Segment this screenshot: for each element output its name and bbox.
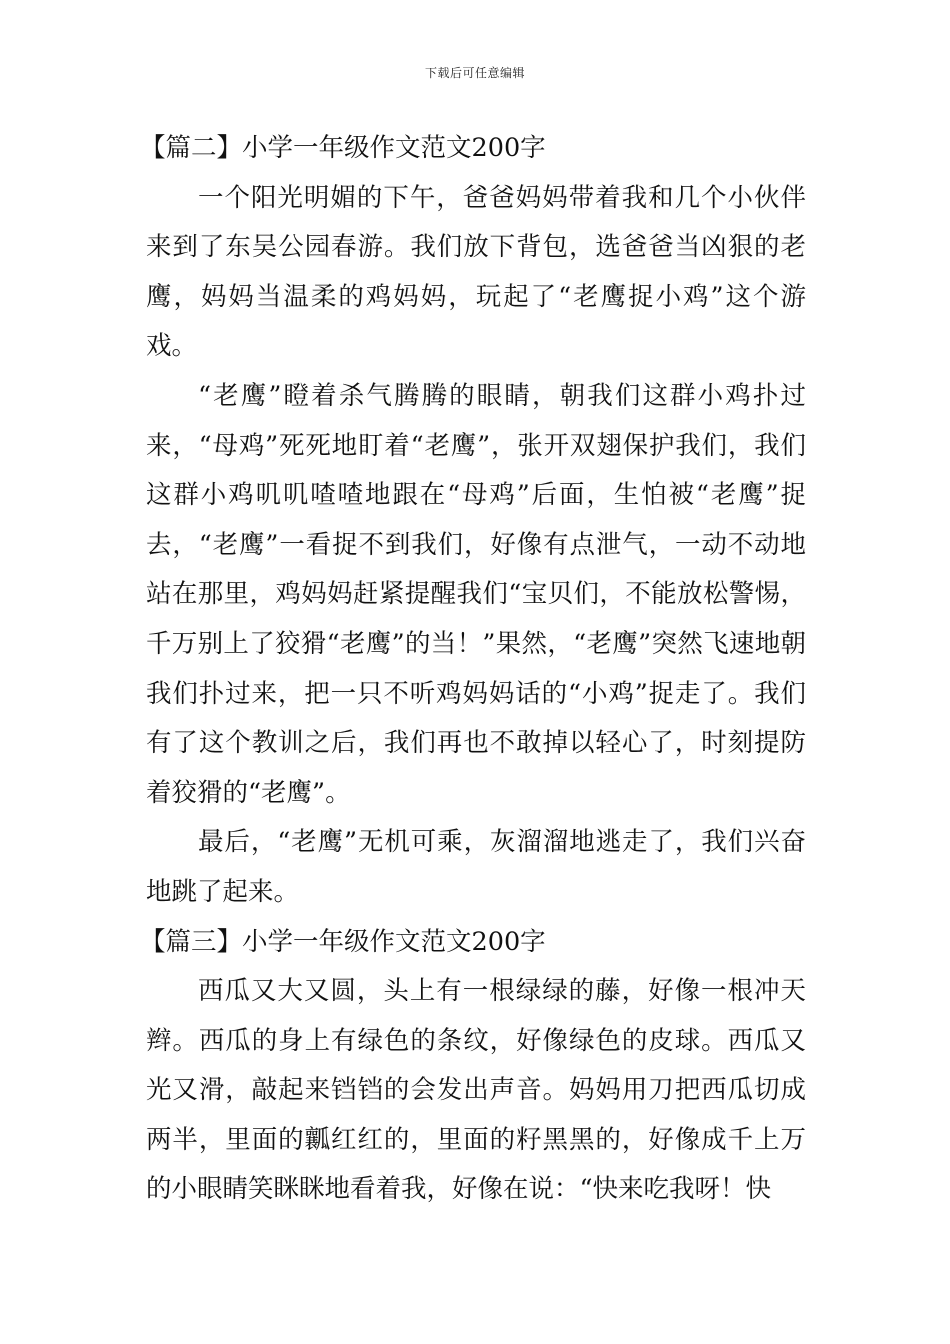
paragraph: 一个阳光明媚的下午，爸爸妈妈带着我和几个小伙伴来到了东吴公园春游。我们放下背包，选爸爸当凶狠的老鹰，妈妈当温柔的鸡妈妈，玩起了“老鹰捉小鸡”这个游戏。 (146, 182, 806, 362)
section-heading: 【篇二】小学一年级作文范文200字 (140, 133, 546, 163)
header-note: 下载后可任意编辑 (424, 66, 525, 80)
section-2 (140, 124, 806, 918)
paragraph: 西瓜又大又圆，头上有一根绿绿的藤，好像一根冲天辫。西瓜的身上有绿色的条纹，好像绿色的皮球。西瓜又光又滑，敲起来铛铛的会发出声音。妈妈用刀把西瓜切成两半，里面的瓤红红的，里面的籽黑黑的，好像成千上万的小眼睛笑眯眯地看着我，好像在说：“快来吃我呀！快 (146, 976, 806, 1205)
paragraph: 最后，“老鹰”无机可乘，灰溜溜地逃走了，我们兴奋地跳了起来。 (146, 827, 806, 907)
paragraph: “老鹰”瞪着杀气腾腾的眼睛，朝我们这群小鸡扑过来，“母鸡”死死地盯着“老鹰”，张开双翅保护我们，我们这群小鸡叽叽喳喳地跟在“母鸡”后面，生怕被“老鹰”捉去，“老鹰”一看捉不到我们，好像有点泄气，一动不动地站在那里，鸡妈妈赶紧提醒我们“宝贝们，不能放松警惕，千万别上了狡猾“老鹰”的当！”果然，“老鹰”突然飞速地朝我们扑过来，把一只不听鸡妈妈话的“小鸡”捉走了。我们有了这个教训之后，我们再也不敢掉以轻心了，时刻提防着狡猾的“老鹰”。 (146, 380, 806, 808)
section-heading: 【篇三】小学一年级作文范文200字 (140, 926, 546, 957)
document-body (140, 124, 806, 1215)
section-3 (140, 918, 806, 1216)
